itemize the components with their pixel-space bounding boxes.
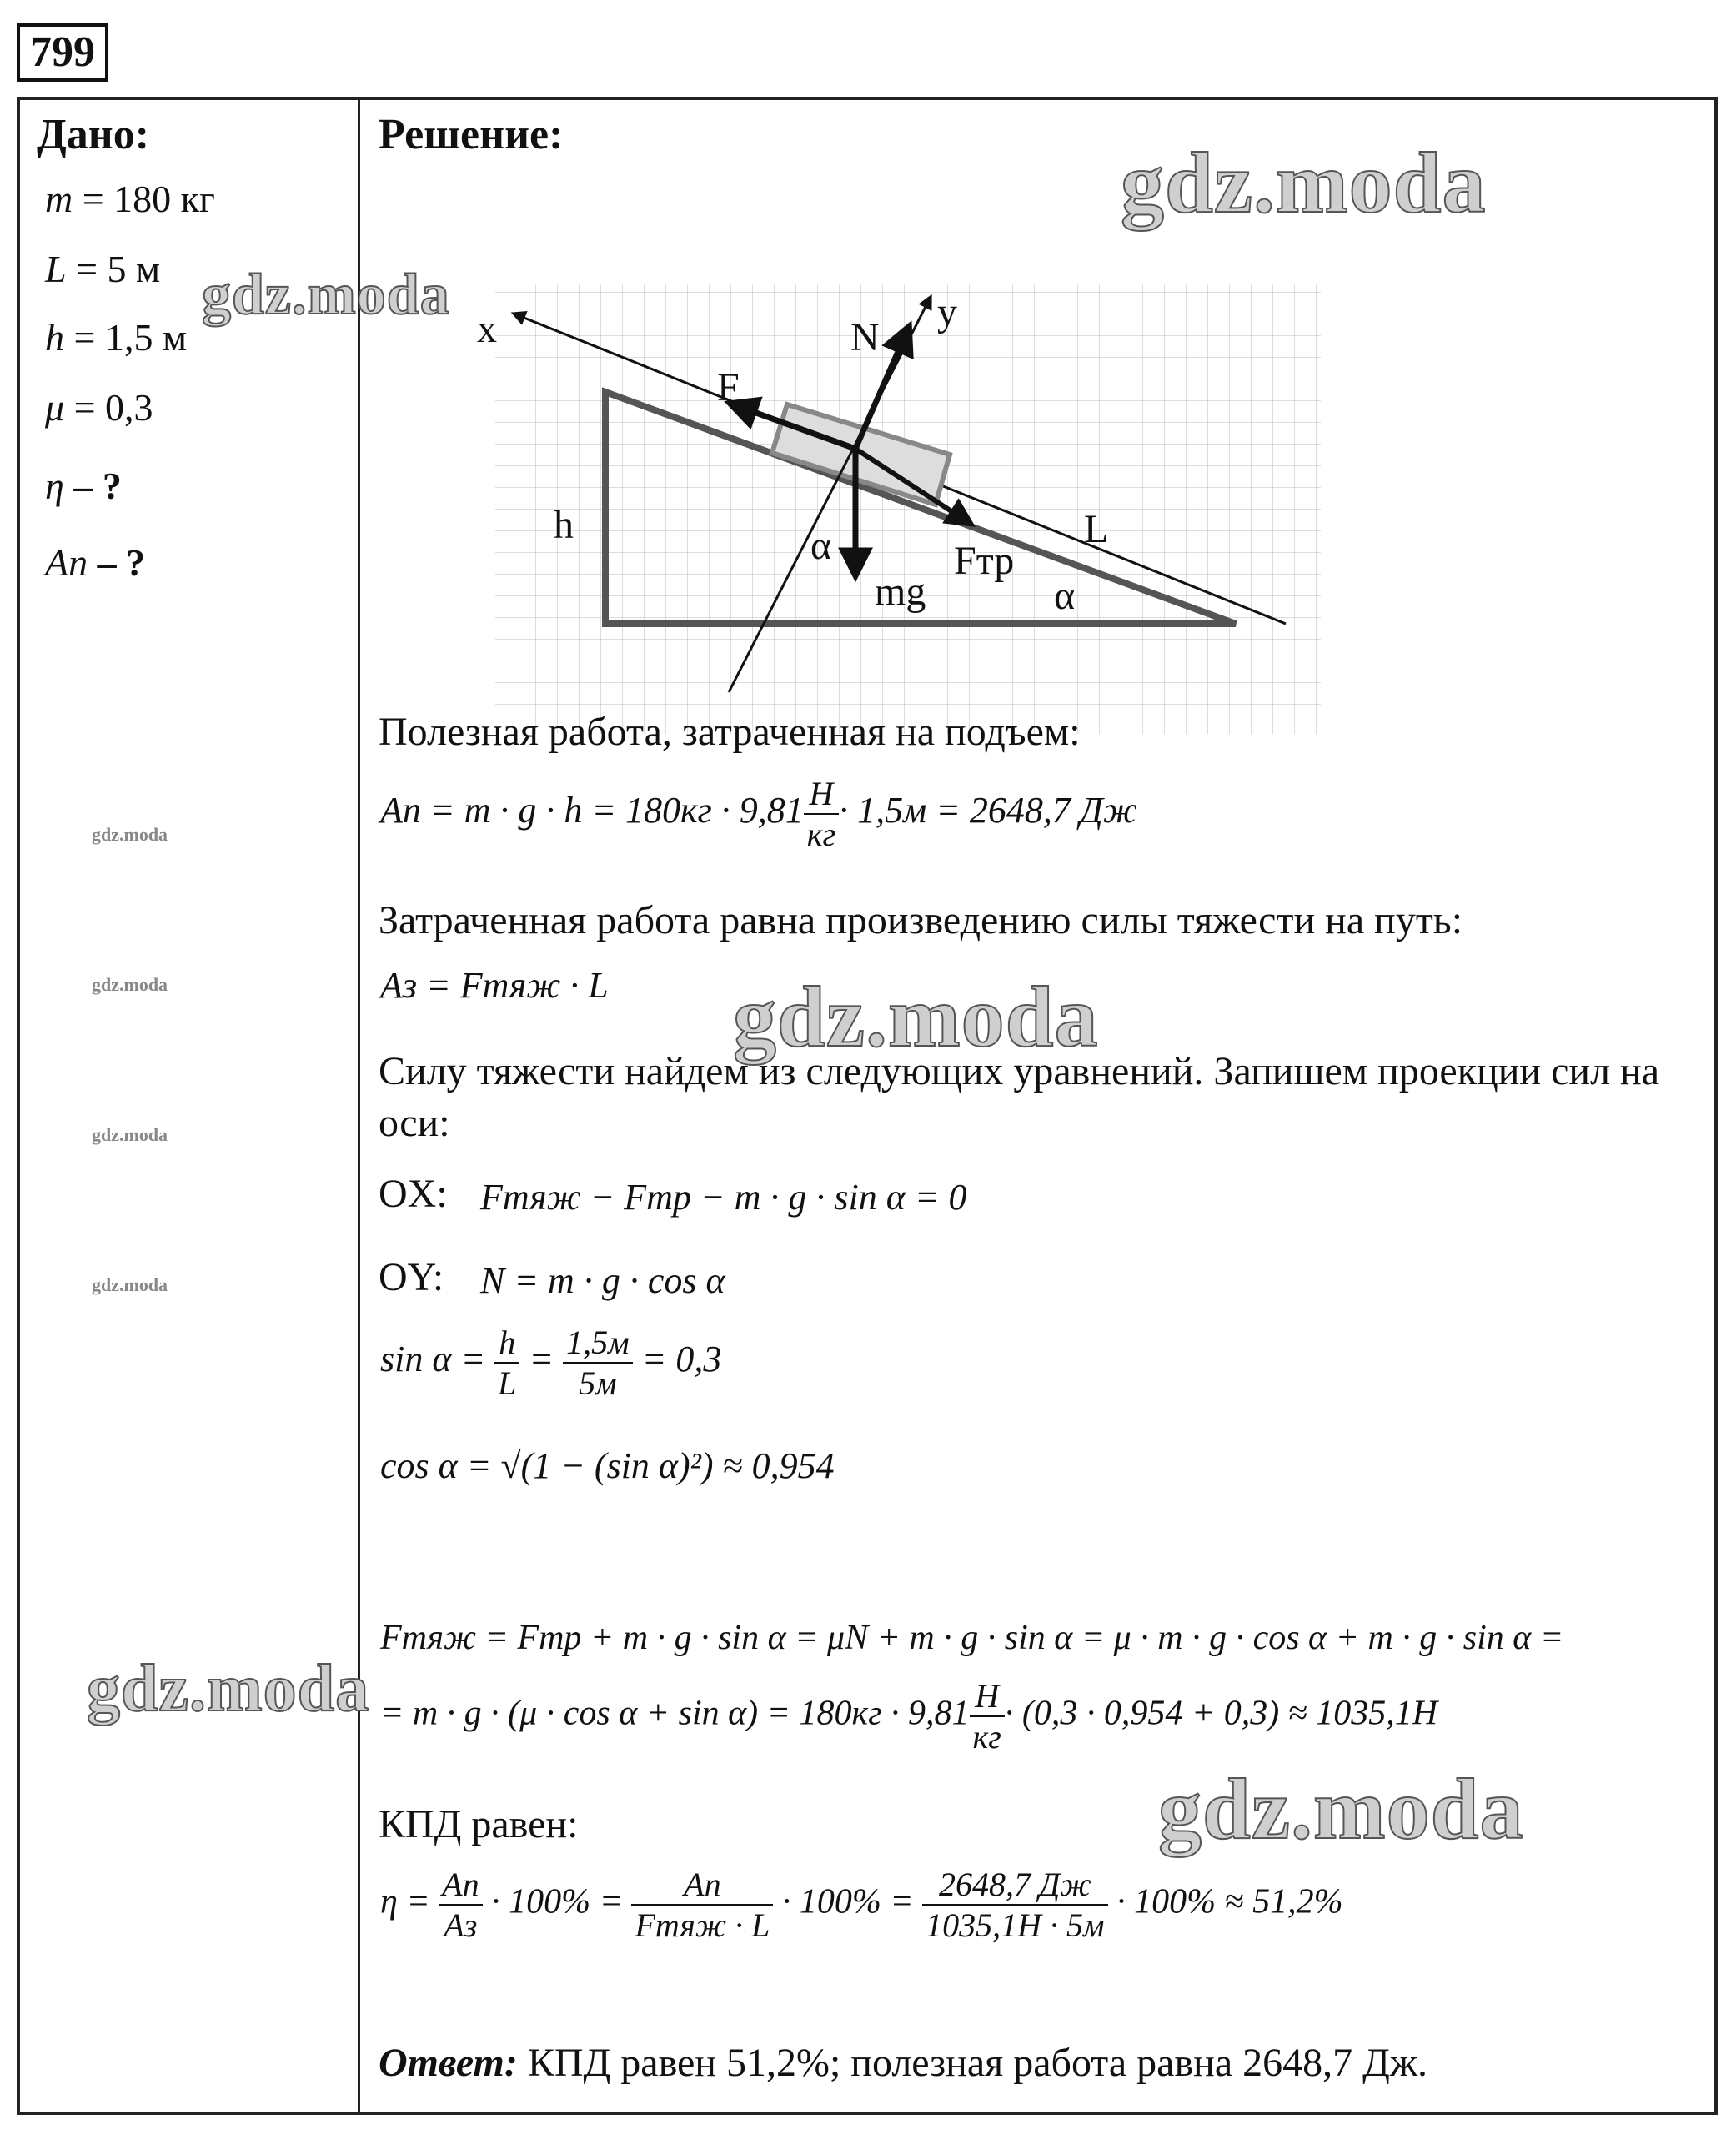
given-m: m = 180 кг: [45, 178, 215, 220]
formula-useful-work: Aп = m · g · h = 180кг · 9,81 $\frac{Н}{кг}$ · 1,5м = 2648,7 Дж: [380, 775, 1137, 853]
column-divider: [358, 100, 360, 2112]
ox-label: OX:: [379, 1172, 448, 1216]
formula-ox: Fтяж − Fтр − m · g · sin α = 0: [480, 1177, 967, 1218]
given-h: h = 1,5 м: [45, 316, 188, 359]
watermark-small: gdz.moda: [92, 1124, 168, 1145]
problem-number: 799: [17, 23, 108, 82]
label-h: h: [554, 503, 574, 547]
label-x: x: [477, 307, 497, 351]
given-eta: η – ?: [45, 465, 122, 507]
given-header: Дано:: [37, 111, 150, 158]
solution-table: [17, 97, 1718, 2115]
formula-cos: cos α = √(1 − (sin α)²) ≈ 0,954: [380, 1445, 835, 1486]
label-mg: mg: [875, 570, 926, 614]
text-spent-work: Затраченная работа равна произведению силы тяжести на путь:: [379, 898, 1463, 942]
watermark: gdz.moda: [87, 1652, 370, 1726]
watermark: gdz.moda: [202, 263, 450, 327]
label-Ftr: Fтр: [954, 539, 1015, 583]
label-F: F: [717, 365, 740, 409]
formula-ftyazh-1: Fтяж = Fтр + m · g · sin α = μN + m · g · sin α = μ · m · g · cos α + m · g · sin α =: [380, 1619, 1564, 1657]
label-alpha-block: α: [810, 524, 832, 568]
given-An: Aп – ?: [45, 541, 146, 584]
given-mu: μ = 0,3: [45, 386, 153, 429]
formula-ftyazh-2: = m · g · (μ · cos α + sin α) = 180кг · 9,81 $\frac{Н}{кг}$ · (0,3 · 0,954 + 0,3) ≈ 1035,1Н: [380, 1677, 1438, 1756]
label-L: L: [1084, 507, 1109, 551]
watermark: gdz.moda: [733, 969, 1099, 1065]
given-L: L = 5 м: [45, 248, 161, 290]
label-y: y: [937, 290, 957, 334]
text-projections: Силу тяжести найдем из следующих уравнений. Запишем проекции сил на оси:: [379, 1049, 1660, 1145]
formula-spent-work: Aз = Fтяж · L: [380, 965, 609, 1006]
text-efficiency: КПД равен:: [379, 1802, 579, 1846]
watermark-small: gdz.moda: [92, 974, 168, 995]
watermark: gdz.moda: [1121, 135, 1487, 231]
formula-oy: N = m · g · cos α: [480, 1260, 725, 1301]
formula-sin: sin α = $\frac{h}{L}$ = $\frac{1,5м}{5м}$ = 0,3: [380, 1324, 722, 1402]
text-useful-work: Полезная работа, затраченная на подъем:: [379, 710, 1081, 754]
watermark: gdz.moda: [1158, 1761, 1524, 1857]
watermark-small: gdz.moda: [92, 1274, 168, 1295]
answer: Ответ: КПД равен 51,2%; полезная работа равна 2648,7 Дж.: [379, 2041, 1428, 2085]
label-alpha-base: α: [1054, 574, 1076, 618]
solution-header: Решение:: [379, 111, 564, 158]
incline-diagram: [470, 183, 1337, 751]
oy-label: OY:: [379, 1255, 444, 1299]
watermark-small: gdz.moda: [92, 824, 168, 845]
label-N: N: [850, 315, 880, 359]
formula-efficiency: η = $\frac{Aп}{Aз}$ · 100% = $\frac{Aп}{\text{Fтяж · L}}$ · 100% = $\frac{2648,7 Дж}{1035,1Н \cdot 5м}$ · 100% ≈ 51,2%: [380, 1866, 1343, 1944]
